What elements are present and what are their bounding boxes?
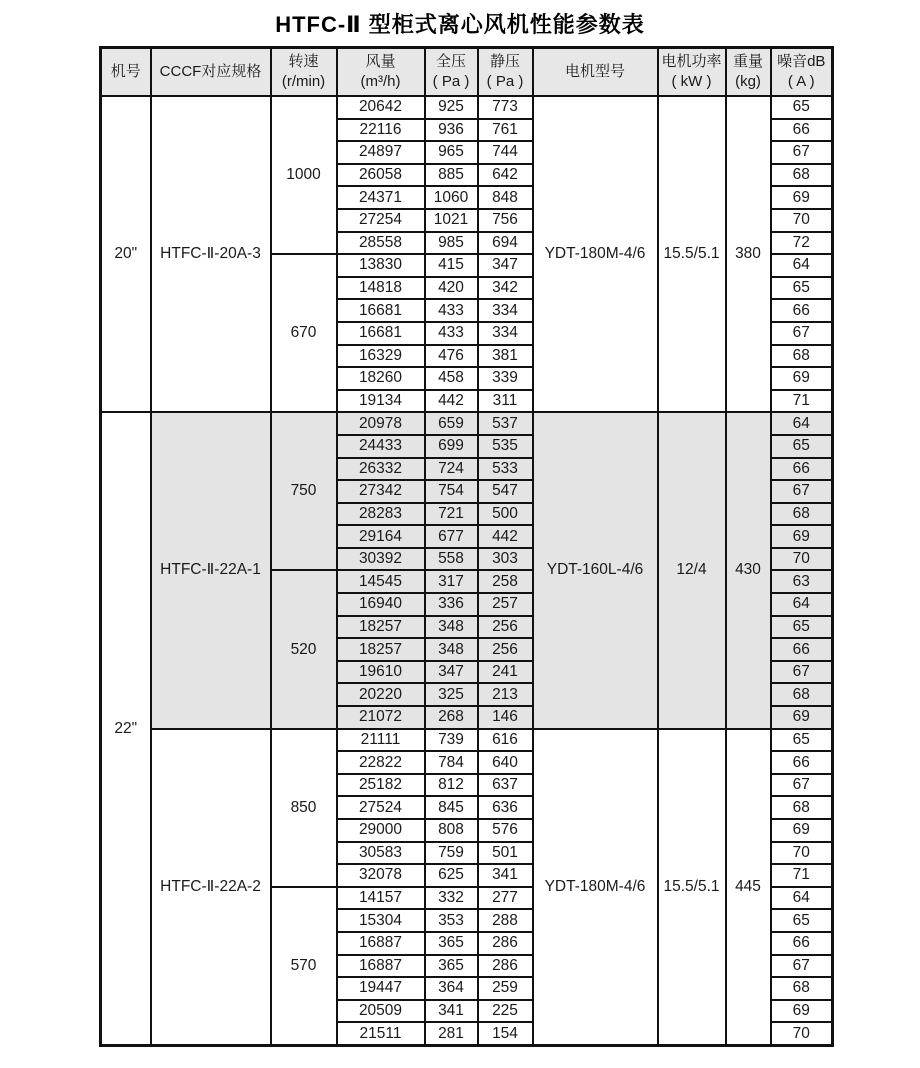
total-pressure-cell: 812 [425, 774, 478, 797]
flow-cell: 20220 [337, 683, 425, 706]
noise-cell: 68 [771, 503, 833, 526]
total-pressure-cell: 433 [425, 299, 478, 322]
noise-cell: 69 [771, 367, 833, 390]
noise-cell: 67 [771, 322, 833, 345]
total-pressure-cell: 625 [425, 864, 478, 887]
spec-cell: HTFC-Ⅱ-20A-3 [151, 96, 271, 412]
total-pressure-cell: 985 [425, 232, 478, 255]
noise-cell: 64 [771, 412, 833, 435]
noise-cell: 68 [771, 345, 833, 368]
flow-cell: 18260 [337, 367, 425, 390]
flow-cell: 22822 [337, 751, 425, 774]
static-pressure-cell: 533 [478, 458, 533, 481]
flow-cell: 32078 [337, 864, 425, 887]
static-pressure-cell: 342 [478, 277, 533, 300]
header-motor-model: 电机型号 [533, 48, 658, 97]
static-pressure-cell: 773 [478, 96, 533, 119]
flow-cell: 21111 [337, 729, 425, 752]
noise-cell: 68 [771, 164, 833, 187]
header-total-pressure: 全压 ( Pa ) [425, 48, 478, 97]
flow-cell: 16940 [337, 593, 425, 616]
power-cell: 15.5/5.1 [658, 729, 726, 1046]
motor-cell: YDT-180M-4/6 [533, 96, 658, 412]
flow-cell: 14157 [337, 887, 425, 910]
static-pressure-cell: 694 [478, 232, 533, 255]
flow-cell: 16681 [337, 322, 425, 345]
total-pressure-cell: 965 [425, 141, 478, 164]
static-pressure-cell: 225 [478, 1000, 533, 1023]
static-pressure-cell: 381 [478, 345, 533, 368]
motor-cell: YDT-160L-4/6 [533, 412, 658, 728]
flow-cell: 30583 [337, 842, 425, 865]
total-pressure-cell: 885 [425, 164, 478, 187]
total-pressure-cell: 348 [425, 616, 478, 639]
total-pressure-cell: 420 [425, 277, 478, 300]
flow-cell: 18257 [337, 616, 425, 639]
static-pressure-cell: 241 [478, 661, 533, 684]
noise-cell: 65 [771, 96, 833, 119]
flow-cell: 16329 [337, 345, 425, 368]
flow-cell: 20642 [337, 96, 425, 119]
machine-size-cell: 20" [101, 96, 151, 412]
noise-cell: 66 [771, 119, 833, 142]
noise-cell: 72 [771, 232, 833, 255]
flow-cell: 18257 [337, 638, 425, 661]
noise-cell: 65 [771, 909, 833, 932]
noise-cell: 64 [771, 887, 833, 910]
speed-cell: 520 [271, 570, 337, 728]
total-pressure-cell: 458 [425, 367, 478, 390]
static-pressure-cell: 213 [478, 683, 533, 706]
static-pressure-cell: 616 [478, 729, 533, 752]
speed-cell: 670 [271, 254, 337, 412]
noise-cell: 67 [771, 774, 833, 797]
noise-cell: 70 [771, 842, 833, 865]
noise-cell: 64 [771, 593, 833, 616]
flow-cell: 21511 [337, 1022, 425, 1045]
total-pressure-cell: 677 [425, 525, 478, 548]
speed-cell: 1000 [271, 96, 337, 254]
flow-cell: 14545 [337, 570, 425, 593]
flow-cell: 24433 [337, 435, 425, 458]
page-title: HTFC-Ⅱ 型柜式离心风机性能参数表 [275, 12, 645, 37]
header-noise: 噪音dB ( A ) [771, 48, 833, 97]
total-pressure-cell: 724 [425, 458, 478, 481]
static-pressure-cell: 154 [478, 1022, 533, 1045]
noise-cell: 63 [771, 570, 833, 593]
noise-cell: 69 [771, 1000, 833, 1023]
flow-cell: 19447 [337, 977, 425, 1000]
static-pressure-cell: 258 [478, 570, 533, 593]
header-weight: 重量 (kg) [726, 48, 771, 97]
weight-cell: 430 [726, 412, 771, 728]
table-header [101, 48, 833, 97]
total-pressure-cell: 325 [425, 683, 478, 706]
total-pressure-cell: 365 [425, 955, 478, 978]
static-pressure-cell: 744 [478, 141, 533, 164]
header-air-flow: 风量 (m³/h) [337, 48, 425, 97]
total-pressure-cell: 336 [425, 593, 478, 616]
noise-cell: 71 [771, 390, 833, 413]
static-pressure-cell: 761 [478, 119, 533, 142]
noise-cell: 66 [771, 638, 833, 661]
machine-size-cell: 22" [101, 412, 151, 1045]
noise-cell: 65 [771, 729, 833, 752]
static-pressure-cell: 642 [478, 164, 533, 187]
flow-cell: 19610 [337, 661, 425, 684]
speed-cell: 750 [271, 412, 337, 570]
static-pressure-cell: 256 [478, 638, 533, 661]
flow-cell: 19134 [337, 390, 425, 413]
flow-cell: 14818 [337, 277, 425, 300]
flow-cell: 28283 [337, 503, 425, 526]
total-pressure-cell: 281 [425, 1022, 478, 1045]
motor-cell: YDT-180M-4/6 [533, 729, 658, 1046]
flow-cell: 27524 [337, 796, 425, 819]
noise-cell: 69 [771, 706, 833, 729]
total-pressure-cell: 659 [425, 412, 478, 435]
flow-cell: 16681 [337, 299, 425, 322]
noise-cell: 66 [771, 932, 833, 955]
flow-cell: 15304 [337, 909, 425, 932]
static-pressure-cell: 547 [478, 480, 533, 503]
flow-cell: 25182 [337, 774, 425, 797]
noise-cell: 69 [771, 525, 833, 548]
noise-cell: 70 [771, 209, 833, 232]
static-pressure-cell: 442 [478, 525, 533, 548]
static-pressure-cell: 256 [478, 616, 533, 639]
header-cccf-spec: CCCF对应规格 [151, 48, 271, 97]
flow-cell: 28558 [337, 232, 425, 255]
noise-cell: 70 [771, 548, 833, 571]
flow-cell: 16887 [337, 932, 425, 955]
noise-cell: 68 [771, 796, 833, 819]
total-pressure-cell: 268 [425, 706, 478, 729]
header-row [101, 48, 833, 97]
static-pressure-cell: 259 [478, 977, 533, 1000]
power-cell: 15.5/5.1 [658, 96, 726, 412]
noise-cell: 65 [771, 277, 833, 300]
data-row [101, 729, 833, 752]
speed-cell: 570 [271, 887, 337, 1046]
static-pressure-cell: 311 [478, 390, 533, 413]
total-pressure-cell: 558 [425, 548, 478, 571]
static-pressure-cell: 501 [478, 842, 533, 865]
total-pressure-cell: 348 [425, 638, 478, 661]
static-pressure-cell: 347 [478, 254, 533, 277]
noise-cell: 65 [771, 616, 833, 639]
noise-cell: 67 [771, 480, 833, 503]
flow-cell: 20509 [337, 1000, 425, 1023]
noise-cell: 67 [771, 955, 833, 978]
total-pressure-cell: 739 [425, 729, 478, 752]
total-pressure-cell: 364 [425, 977, 478, 1000]
data-row [101, 412, 833, 435]
total-pressure-cell: 353 [425, 909, 478, 932]
static-pressure-cell: 286 [478, 932, 533, 955]
noise-cell: 69 [771, 186, 833, 209]
header-speed: 转速 (r/min) [271, 48, 337, 97]
static-pressure-cell: 576 [478, 819, 533, 842]
flow-cell: 13830 [337, 254, 425, 277]
static-pressure-cell: 277 [478, 887, 533, 910]
static-pressure-cell: 288 [478, 909, 533, 932]
static-pressure-cell: 535 [478, 435, 533, 458]
total-pressure-cell: 784 [425, 751, 478, 774]
flow-cell: 30392 [337, 548, 425, 571]
noise-cell: 70 [771, 1022, 833, 1045]
flow-cell: 29164 [337, 525, 425, 548]
static-pressure-cell: 334 [478, 322, 533, 345]
total-pressure-cell: 699 [425, 435, 478, 458]
total-pressure-cell: 317 [425, 570, 478, 593]
total-pressure-cell: 347 [425, 661, 478, 684]
header-motor-power: 电机功率 ( kW ) [658, 48, 726, 97]
noise-cell: 69 [771, 819, 833, 842]
noise-cell: 68 [771, 683, 833, 706]
static-pressure-cell: 500 [478, 503, 533, 526]
static-pressure-cell: 303 [478, 548, 533, 571]
noise-cell: 67 [771, 141, 833, 164]
total-pressure-cell: 1021 [425, 209, 478, 232]
header-static-pressure: 静压 ( Pa ) [478, 48, 533, 97]
total-pressure-cell: 442 [425, 390, 478, 413]
static-pressure-cell: 537 [478, 412, 533, 435]
header-machine-size: 机号 [101, 48, 151, 97]
total-pressure-cell: 433 [425, 322, 478, 345]
total-pressure-cell: 925 [425, 96, 478, 119]
total-pressure-cell: 936 [425, 119, 478, 142]
fan-performance-table [99, 46, 834, 1047]
noise-cell: 67 [771, 661, 833, 684]
static-pressure-cell: 286 [478, 955, 533, 978]
static-pressure-cell: 334 [478, 299, 533, 322]
total-pressure-cell: 845 [425, 796, 478, 819]
noise-cell: 66 [771, 751, 833, 774]
noise-cell: 66 [771, 299, 833, 322]
total-pressure-cell: 754 [425, 480, 478, 503]
total-pressure-cell: 721 [425, 503, 478, 526]
flow-cell: 26058 [337, 164, 425, 187]
flow-cell: 27254 [337, 209, 425, 232]
flow-cell: 24897 [337, 141, 425, 164]
noise-cell: 64 [771, 254, 833, 277]
static-pressure-cell: 848 [478, 186, 533, 209]
flow-cell: 27342 [337, 480, 425, 503]
flow-cell: 29000 [337, 819, 425, 842]
total-pressure-cell: 365 [425, 932, 478, 955]
flow-cell: 22116 [337, 119, 425, 142]
power-cell: 12/4 [658, 412, 726, 728]
static-pressure-cell: 341 [478, 864, 533, 887]
spec-cell: HTFC-Ⅱ-22A-1 [151, 412, 271, 728]
total-pressure-cell: 1060 [425, 186, 478, 209]
static-pressure-cell: 636 [478, 796, 533, 819]
static-pressure-cell: 257 [478, 593, 533, 616]
static-pressure-cell: 756 [478, 209, 533, 232]
speed-cell: 850 [271, 729, 337, 887]
noise-cell: 71 [771, 864, 833, 887]
table-body [101, 96, 833, 1045]
noise-cell: 68 [771, 977, 833, 1000]
total-pressure-cell: 476 [425, 345, 478, 368]
static-pressure-cell: 640 [478, 751, 533, 774]
noise-cell: 65 [771, 435, 833, 458]
flow-cell: 26332 [337, 458, 425, 481]
weight-cell: 445 [726, 729, 771, 1046]
flow-cell: 20978 [337, 412, 425, 435]
spec-cell: HTFC-Ⅱ-22A-2 [151, 729, 271, 1046]
total-pressure-cell: 415 [425, 254, 478, 277]
data-row [101, 96, 833, 119]
static-pressure-cell: 637 [478, 774, 533, 797]
weight-cell: 380 [726, 96, 771, 412]
total-pressure-cell: 341 [425, 1000, 478, 1023]
total-pressure-cell: 808 [425, 819, 478, 842]
static-pressure-cell: 146 [478, 706, 533, 729]
flow-cell: 21072 [337, 706, 425, 729]
static-pressure-cell: 339 [478, 367, 533, 390]
total-pressure-cell: 759 [425, 842, 478, 865]
noise-cell: 66 [771, 458, 833, 481]
total-pressure-cell: 332 [425, 887, 478, 910]
flow-cell: 16887 [337, 955, 425, 978]
flow-cell: 24371 [337, 186, 425, 209]
